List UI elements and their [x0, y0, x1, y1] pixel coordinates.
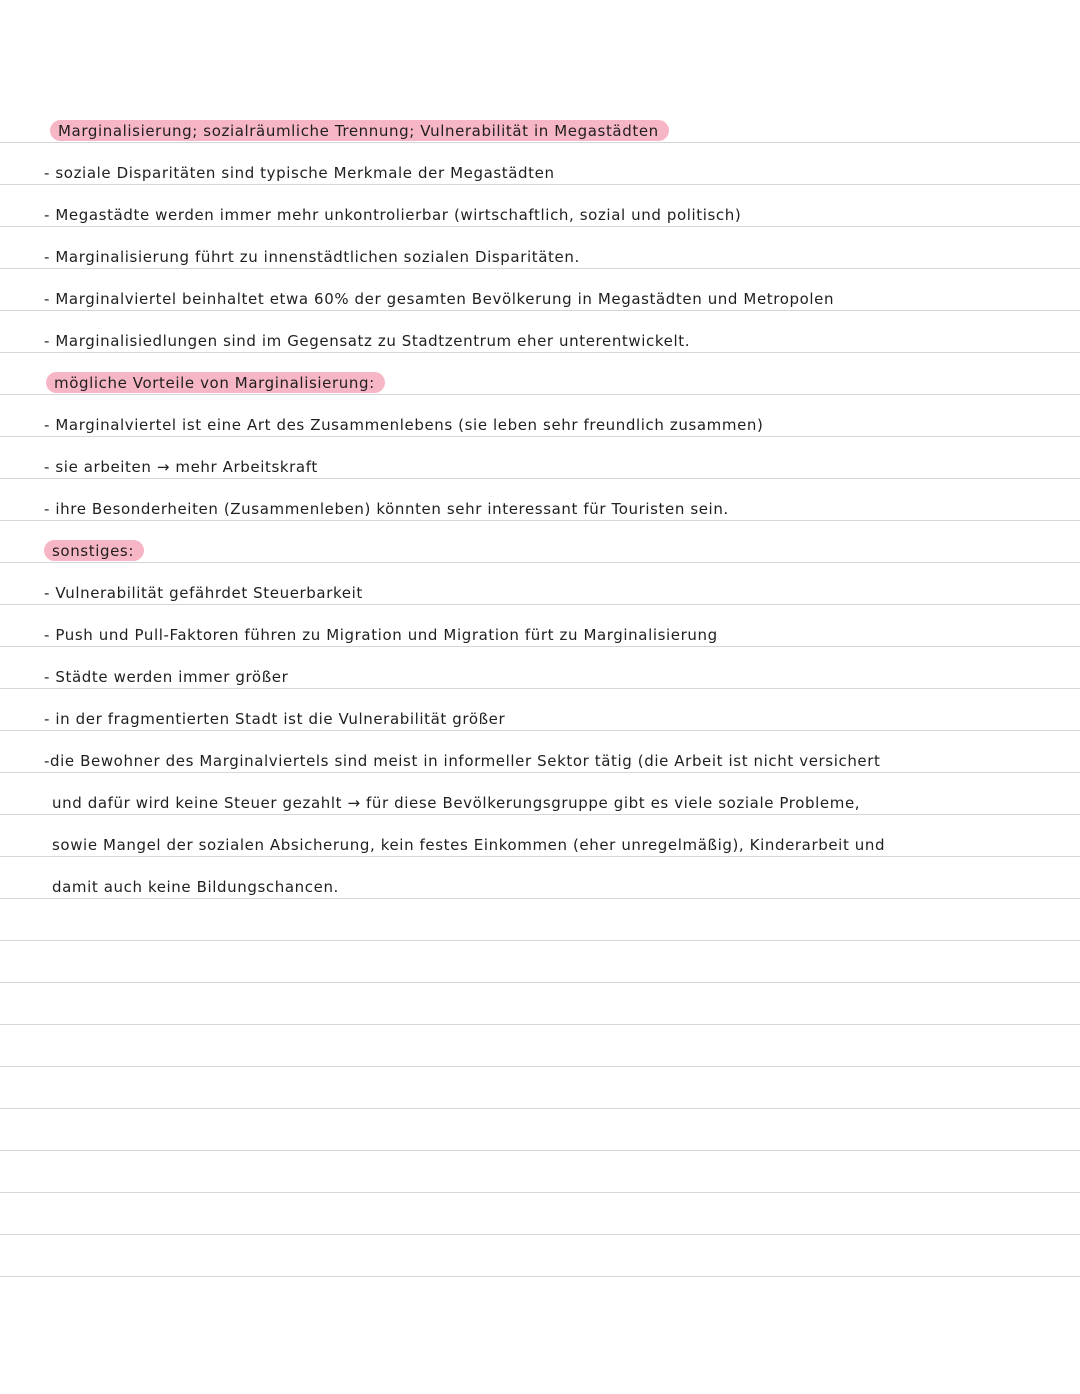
ruled-line — [0, 1234, 1080, 1235]
ruled-line — [0, 730, 1080, 731]
ruled-line — [0, 1024, 1080, 1025]
heading-sonstiges — [44, 540, 144, 562]
note-line: - sie arbeiten → mehr Arbeitskraft — [44, 458, 318, 476]
ruled-line — [0, 310, 1080, 311]
note-line-continuation: und dafür wird keine Steuer gezahlt → für diese Bevölkerungsgruppe gibt es viele soziale Probleme, — [52, 794, 861, 812]
heading-highlight: mögliche Vorteile von Marginalisierung: — [46, 372, 385, 393]
ruled-line — [0, 478, 1080, 479]
ruled-line — [0, 226, 1080, 227]
note-line: - Städte werden immer größer — [44, 668, 289, 686]
heading-vorteile — [46, 372, 385, 394]
note-line: - Marginalisierung führt zu innenstädtlichen sozialen Disparitäten. — [44, 248, 580, 266]
note-line: - Marginalisiedlungen sind im Gegensatz zu Stadtzentrum eher unterentwickelt. — [44, 332, 691, 350]
note-line: -die Bewohner des Marginalviertels sind meist in informeller Sektor tätig (die Arbeit ist nicht versichert — [44, 752, 881, 770]
ruled-line — [0, 394, 1080, 395]
ruled-line — [0, 436, 1080, 437]
ruled-line — [0, 184, 1080, 185]
note-line: - Megastädte werden immer mehr unkontrolierbar (wirtschaftlich, sozial und politisch) — [44, 206, 742, 224]
ruled-line — [0, 520, 1080, 521]
ruled-line — [0, 1150, 1080, 1151]
heading-highlight: sonstiges: — [44, 540, 144, 561]
ruled-line — [0, 940, 1080, 941]
ruled-line — [0, 814, 1080, 815]
note-line-continuation: damit auch keine Bildungschancen. — [52, 878, 339, 896]
ruled-line — [0, 688, 1080, 689]
ruled-line — [0, 898, 1080, 899]
note-line: - ihre Besonderheiten (Zusammenleben) könnten sehr interessant für Touristen sein. — [44, 500, 729, 518]
ruled-line — [0, 1108, 1080, 1109]
note-line-continuation: sowie Mangel der sozialen Absicherung, kein festes Einkommen (eher unregelmäßig), Kinderarbeit und — [52, 836, 886, 854]
ruled-line — [0, 856, 1080, 857]
ruled-line — [0, 982, 1080, 983]
note-line: - Marginalviertel ist eine Art des Zusammenlebens (sie leben sehr freundlich zusammen) — [44, 416, 764, 434]
ruled-line — [0, 646, 1080, 647]
note-line: - in der fragmentierten Stadt ist die Vulnerabilität größer — [44, 710, 506, 728]
ruled-line — [0, 142, 1080, 143]
note-line: - soziale Disparitäten sind typische Merkmale der Megastädten — [44, 164, 555, 182]
ruled-line — [0, 1192, 1080, 1193]
ruled-line — [0, 1066, 1080, 1067]
note-line: - Push und Pull-Faktoren führen zu Migration und Migration fürt zu Marginalisierung — [44, 626, 718, 644]
heading-highlight: Marginalisierung; sozialräumliche Trennung; Vulnerabilität in Megastädten — [50, 120, 669, 141]
ruled-line — [0, 562, 1080, 563]
heading-marginalisierung — [50, 120, 669, 142]
ruled-line — [0, 268, 1080, 269]
ruled-line — [0, 772, 1080, 773]
note-line: - Marginalviertel beinhaltet etwa 60% der gesamten Bevölkerung in Megastädten und Metropolen — [44, 290, 835, 308]
note-line: - Vulnerabilität gefährdet Steuerbarkeit — [44, 584, 363, 602]
ruled-line — [0, 1276, 1080, 1277]
ruled-line — [0, 352, 1080, 353]
ruled-line — [0, 604, 1080, 605]
